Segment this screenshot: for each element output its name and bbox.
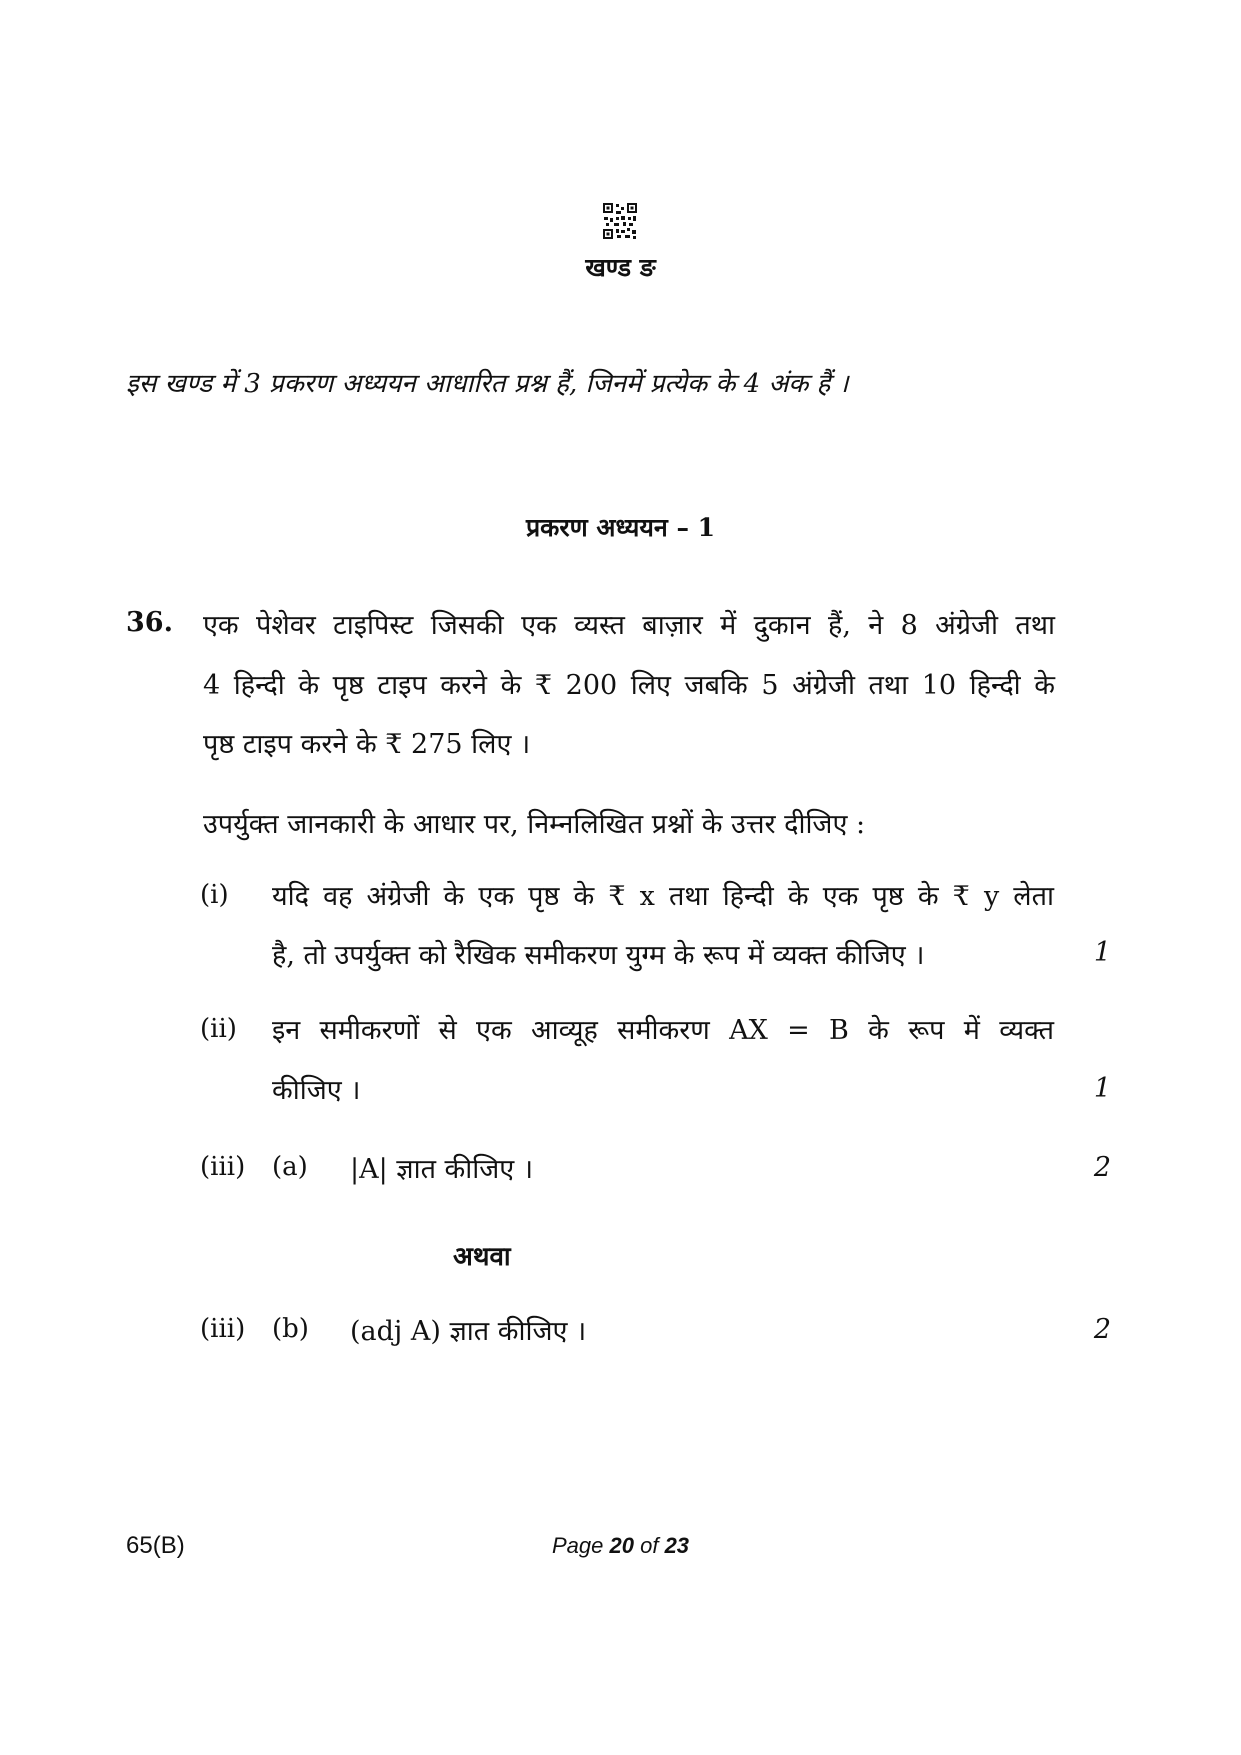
part-iii-b-text: (adj A) ज्ञात कीजिए । xyxy=(350,1316,587,1347)
qr-code-icon xyxy=(603,203,637,239)
part-ii-marks: 1 xyxy=(1093,1073,1111,1104)
part-iii-a-sublabel: (a) xyxy=(272,1152,308,1182)
page-of: of xyxy=(640,1533,659,1558)
part-ii-line-2: कीजिए । xyxy=(272,1075,361,1106)
page-prefix: Page xyxy=(551,1533,604,1558)
part-i-line-1: यदि वह अंग्रेजी के एक पृष्ठ के ₹ x तथा हिन्दी के एक पृष्ठ के ₹ y लेता xyxy=(272,881,1054,912)
page-total: 23 xyxy=(664,1533,690,1558)
paper-code: 65(B) xyxy=(126,1532,185,1559)
question-prompt: उपर्युक्त जानकारी के आधार पर, निम्नलिखित प्रश्नों के उत्तर दीजिए : xyxy=(203,809,866,840)
part-iii-b-sublabel: (b) xyxy=(272,1314,309,1344)
part-iii-a-text: |A| ज्ञात कीजिए । xyxy=(350,1154,534,1185)
passage-line-2: 4 हिन्दी के पृष्ठ टाइप करने के ₹ 200 लिए जबकि 5 अंग्रेजी तथा 10 हिन्दी के xyxy=(203,670,1055,701)
part-ii-label: (ii) xyxy=(200,1014,237,1044)
part-iii-a-label: (iii) xyxy=(200,1152,246,1182)
page-number xyxy=(0,1533,1241,1559)
page-current: 20 xyxy=(609,1533,634,1558)
question-number: 36. xyxy=(126,607,173,638)
passage-line-3: पृष्ठ टाइप करने के ₹ 275 लिए । xyxy=(203,729,531,760)
case-study-title: प्रकरण अध्ययन – 1 xyxy=(525,513,716,542)
part-iii-b-label: (iii) xyxy=(200,1314,246,1344)
part-ii-line-1: इन समीकरणों से एक आव्यूह समीकरण AX = B के रूप में व्यक्त xyxy=(272,1015,1054,1046)
part-i-line-2: है, तो उपर्युक्त को रैखिक समीकरण युग्म के रूप में व्यक्त कीजिए । xyxy=(272,940,925,971)
section-heading: खण्ड ङ xyxy=(585,253,656,282)
or-separator: अथवा xyxy=(453,1242,511,1272)
part-i-label: (i) xyxy=(200,880,229,910)
part-iii-b-marks: 2 xyxy=(1093,1314,1111,1345)
section-instruction: इस खण्ड में 3 प्रकरण अध्ययन आधारित प्रश्न हैं, जिनमें प्रत्येक के 4 अंक हैं । xyxy=(126,369,849,399)
passage-line-1: एक पेशेवर टाइपिस्ट जिसकी एक व्यस्त बाज़ार में दुकान हैं, ने 8 अंग्रेजी तथा xyxy=(203,610,1055,641)
part-i-marks: 1 xyxy=(1093,937,1111,968)
part-iii-a-marks: 2 xyxy=(1093,1152,1111,1183)
